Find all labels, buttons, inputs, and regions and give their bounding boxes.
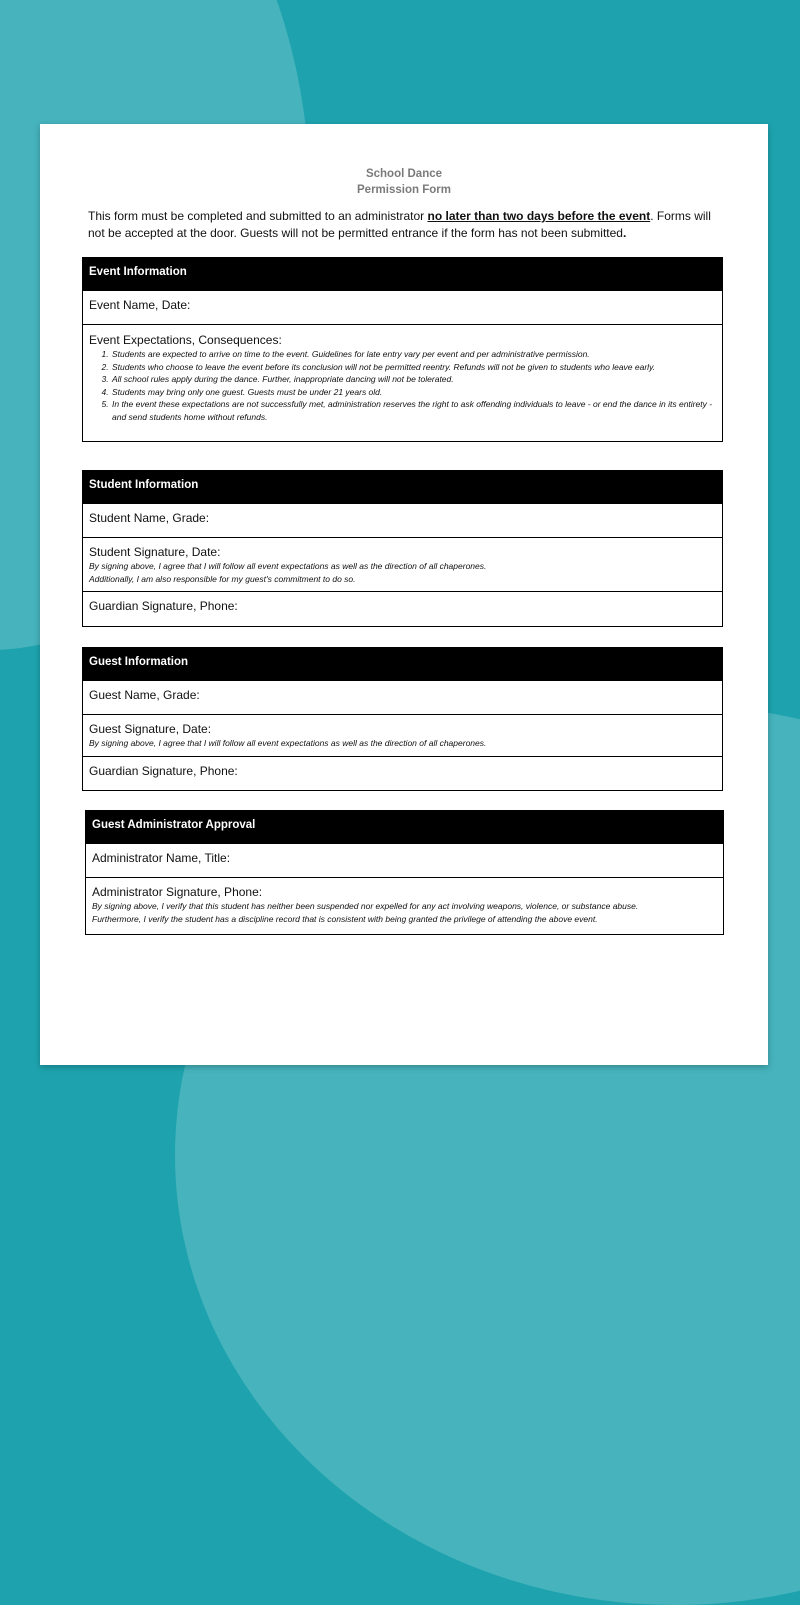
student-name-grade-field[interactable] [83, 503, 722, 537]
intro-period: . [622, 225, 627, 240]
student-signature-field[interactable] [83, 537, 722, 591]
guest-name-grade-field[interactable] [83, 680, 722, 714]
list-item: 2. Students who choose to leave the event before its conclusion will not be permitted reentry. Refunds will not be given to students who leave early. [111, 361, 716, 374]
guest-guardian-signature-field[interactable] [83, 756, 722, 789]
signature-note: Furthermore, I verify the student has a discipline record that is consistent with being granted the privilege of attending the above event. [92, 913, 598, 924]
signature-note: Additionally, I am also responsible for my guest's commitment to do so. [89, 573, 356, 584]
field-label: Event Expectations, Consequences: [89, 333, 282, 347]
intro-deadline: no later than two days before the event [427, 209, 651, 223]
intro-paragraph [88, 208, 718, 241]
signature-note: By signing above, I verify that this student has neither been suspended nor expelled for any act involving weapons, violence, or substance abuse. [92, 901, 639, 911]
event-expectations-field [83, 324, 722, 429]
section-header: Guest Administrator Approval [86, 811, 723, 843]
list-item: 5. In the event these expectations are not successfully met, administration reserves the right to ask offending individuals to leave - or end the dance in its entirety - and send students home without refunds. [111, 398, 716, 423]
title-line-1: School Dance [365, 168, 443, 180]
guest-information-section [82, 647, 723, 791]
event-information-section [82, 257, 723, 442]
field-label: Administrator Signature, Phone: [92, 885, 263, 899]
field-label: Student Name, Grade: [89, 511, 210, 525]
signature-note: By signing above, I agree that I will follow all event expectations as well as the direction of all chaperones. [89, 561, 487, 571]
signature-note: By signing above, I agree that I will follow all event expectations as well as the direction of all chaperones. [89, 738, 487, 748]
document-title [40, 166, 768, 198]
field-label: Event Name, Date: [89, 298, 191, 312]
expectations-list [89, 348, 716, 423]
administrator-signature-field[interactable] [86, 877, 723, 931]
field-label: Student Signature, Date: [89, 545, 221, 559]
field-label: Guardian Signature, Phone: [89, 764, 238, 778]
guest-signature-field[interactable] [83, 714, 722, 756]
field-label: Guardian Signature, Phone: [89, 599, 238, 613]
section-header: Guest Information [83, 648, 722, 680]
field-label: Guest Signature, Date: [89, 722, 212, 736]
field-label: Administrator Name, Title: [92, 851, 231, 865]
title-line-2: Permission Form [357, 184, 451, 196]
form-page [40, 124, 768, 1065]
intro-text-1: This form must be completed and submitted to an administrator [88, 209, 428, 223]
section-header: Event Information [83, 258, 722, 290]
section-header: Student Information [83, 471, 722, 503]
student-guardian-signature-field[interactable] [83, 591, 722, 625]
list-item: 3. All school rules apply during the dance. Further, inappropriate dancing will not be tolerated. [111, 373, 716, 386]
intro-text-2: . Forms will not be accepted at the door. Guests will not be permitted entrance if the form has not been submitted [88, 209, 711, 240]
administrator-name-title-field[interactable] [86, 843, 723, 877]
list-item: 1. Students are expected to arrive on time to the event. Guidelines for late entry vary per event and per administrative permission. [111, 348, 716, 361]
field-label: Guest Name, Grade: [89, 688, 200, 702]
administrator-approval-section [85, 810, 724, 935]
event-name-date-field[interactable] [83, 290, 722, 324]
student-information-section [82, 470, 723, 627]
list-item: 4. Students may bring only one guest. Guests must be under 21 years old. [111, 386, 716, 399]
